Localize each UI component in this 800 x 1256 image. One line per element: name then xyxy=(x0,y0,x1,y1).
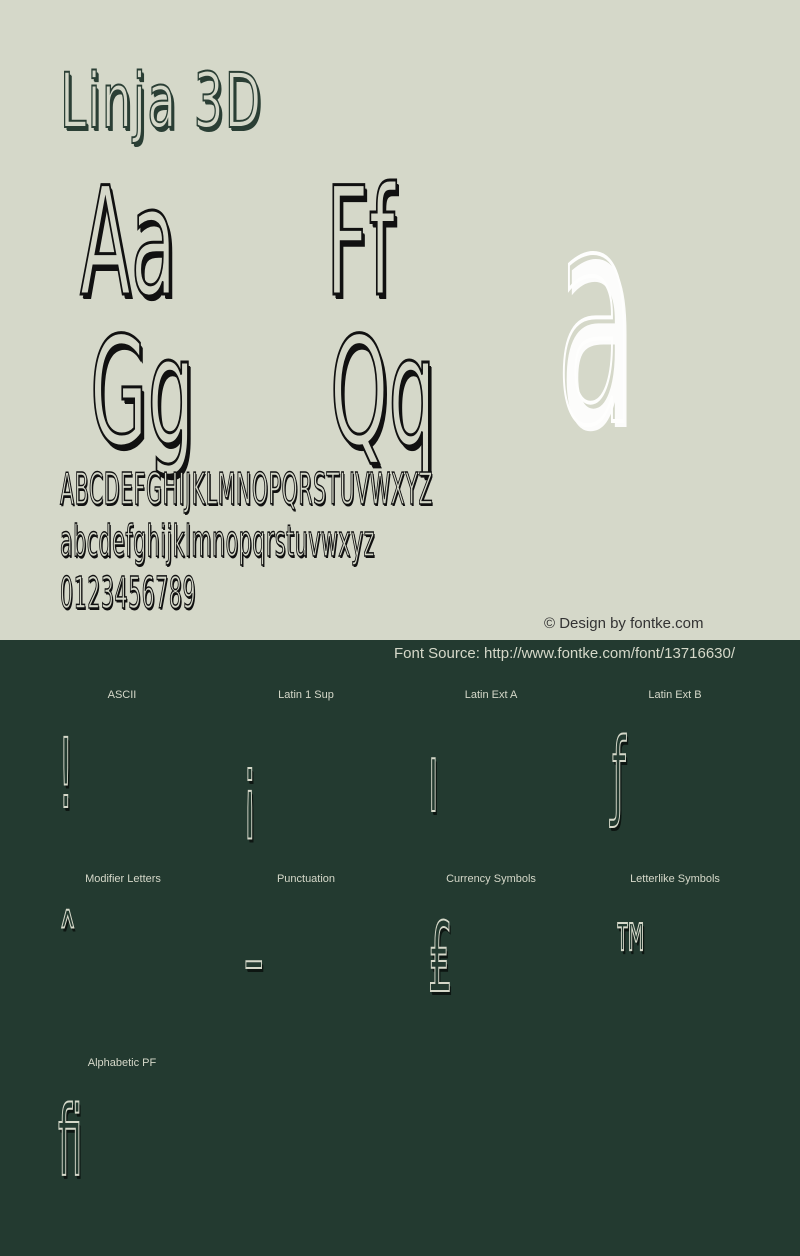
font-title: Linja 3D xyxy=(60,56,263,145)
lowercase-row: abcdefghijklmnopqrstuvwxyz xyxy=(60,516,376,567)
glyph-pair-aa: Aa xyxy=(80,156,177,330)
glyph-pair-qq: Qq xyxy=(330,306,436,480)
glyph-pair-gg: Gg xyxy=(90,306,195,480)
digits-row: 0123456789 xyxy=(60,568,197,619)
block-label-alphabetic-pf: Alphabetic PF xyxy=(87,1057,157,1069)
block-glyph-latin-ext-b: ƒ xyxy=(612,718,626,830)
block-label-latin1: Latin 1 Sup xyxy=(278,689,334,701)
design-credit: © Design by fontke.com xyxy=(544,615,704,632)
featured-glyph: a xyxy=(556,143,636,492)
unicode-blocks-panel xyxy=(0,640,800,1256)
block-glyph-latin-ext-a: ı xyxy=(428,722,439,834)
block-label-modifier: Modifier Letters xyxy=(85,873,161,885)
uppercase-row: ABCDEFGHIJKLMNOPQRSTUVWXYZ xyxy=(60,464,434,515)
block-glyph-letterlike: ™ xyxy=(612,904,651,1016)
glyph-pair-ff: Ff xyxy=(326,156,395,330)
block-label-currency: Currency Symbols xyxy=(446,873,536,885)
block-glyph-currency: ₤ xyxy=(428,902,453,1014)
block-glyph-alphabetic-pf: ﬁ xyxy=(58,1086,83,1198)
block-glyph-latin1: ¡ xyxy=(242,732,258,844)
block-glyph-punctuation: – xyxy=(244,902,264,1014)
font-source-link[interactable]: Font Source: http://www.fontke.com/font/13716630/ xyxy=(394,645,736,662)
block-label-latin-ext-b: Latin Ext B xyxy=(648,689,702,701)
block-label-letterlike: Letterlike Symbols xyxy=(630,873,720,885)
block-label-ascii: ASCII xyxy=(107,689,137,701)
block-label-punctuation: Punctuation xyxy=(276,873,336,885)
block-glyph-ascii: ! xyxy=(58,718,74,830)
block-glyph-modifier: ˆ xyxy=(58,898,78,1010)
block-label-latin-ext-a: Latin Ext A xyxy=(464,689,518,701)
